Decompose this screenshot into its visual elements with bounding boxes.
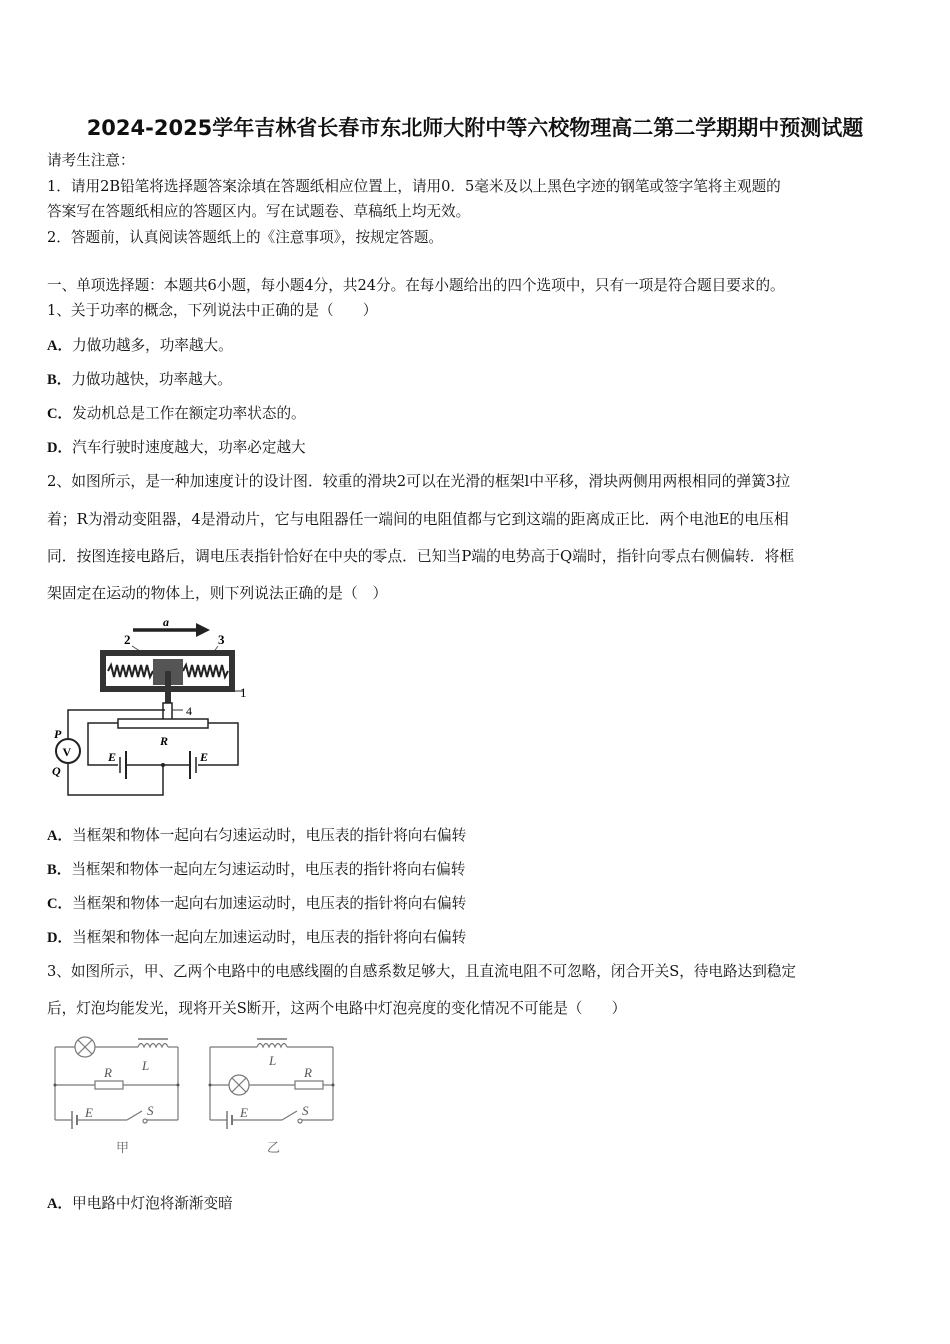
- inductor-circuit-jia-figure: [50, 1035, 190, 1160]
- option-letter: B．: [47, 372, 72, 388]
- option-text: 当框架和物体一起向右匀速运动时，电压表的指针将向右偏转: [72, 827, 467, 844]
- question-2-stem-line-1: 2、如图所示，是一种加速度计的设计图．较重的滑块2可以在光滑的框架l中平移，滑块两侧用两根相同的弹簧3拉: [47, 473, 791, 490]
- option-text: 力做功越多，功率越大。: [72, 337, 233, 354]
- option-letter: D．: [47, 930, 73, 946]
- switch-label: S: [302, 1103, 309, 1118]
- option-letter: A．: [47, 338, 73, 354]
- question-1-stem: 1、关于功率的概念，下列说法中正确的是（ ）: [47, 302, 378, 319]
- inductor-circuit-yi-figure: [205, 1035, 345, 1160]
- switch-label: S: [147, 1103, 154, 1118]
- inductor: [138, 1044, 168, 1048]
- question-2-stem-line-4: 架固定在运动的物体上，则下列说法正确的是（ ）: [47, 585, 388, 602]
- question-1-option-c[interactable]: [47, 404, 306, 424]
- option-letter: A．: [47, 828, 73, 844]
- question-3-stem-line-2: 后，灯泡均能发光，现将开关S断开，这两个电路中灯泡亮度的变化情况不可能是（ ）: [47, 1000, 627, 1017]
- resistor-label: R: [160, 734, 169, 748]
- question-1-option-a[interactable]: [47, 336, 233, 356]
- option-letter: D．: [47, 440, 73, 456]
- question-2-option-c[interactable]: [47, 894, 466, 914]
- option-letter: A．: [47, 1196, 73, 1212]
- option-text: 当框架和物体一起向左加速运动时，电压表的指针将向右偏转: [72, 929, 467, 946]
- q-terminal-label: Q: [52, 764, 61, 778]
- option-text: 当框架和物体一起向左匀速运动时，电压表的指针将向右偏转: [71, 861, 466, 878]
- resistor: [295, 1081, 323, 1089]
- option-text: 力做功越快，功率越大。: [71, 371, 232, 388]
- battery-right-label: E: [200, 750, 209, 764]
- option-letter: C．: [47, 896, 73, 912]
- notice-item-2: 2．答题前，认真阅读答题纸上的《注意事项》，按规定答题。: [47, 229, 444, 246]
- inductor-label: L: [142, 1058, 150, 1073]
- page-title: 2024-2025学年吉林省长春市东北师大附中等六校物理高二第二学期期中预测试题: [86, 116, 864, 140]
- accelerometer-circuit-figure: [48, 615, 248, 805]
- notice-item-1-cont: 答案写在答题纸相应的答题区内。写在试题卷、草稿纸上均无效。: [47, 203, 471, 220]
- question-2-stem-line-2: 着；R为滑动变阻器，4是滑动片，它与电阻器任一端间的电阻值都与它到这端的距离成正比．两个电池E的电压相: [47, 511, 789, 528]
- inductor: [257, 1044, 287, 1048]
- battery-label: E: [240, 1105, 248, 1120]
- figure-caption: 乙: [267, 1140, 281, 1155]
- notice-heading: 请考生注意：: [47, 152, 135, 169]
- voltmeter-label: V: [62, 745, 72, 759]
- option-letter: B．: [47, 862, 72, 878]
- question-2-stem-line-3: 同．按图连接电路后，调电压表指针恰好在中央的零点．已知当P端的电势高于Q端时，指针向零点右侧偏转．将框: [47, 548, 795, 565]
- p-terminal-label: P: [54, 727, 62, 741]
- notice-item-1: 1．请用2B铅笔将选择题答案涂填在答题纸相应位置上，请用0．5毫米及以上黑色字迹的钢笔或签字笔将主观题的: [47, 178, 781, 195]
- resistor-label: R: [104, 1065, 112, 1080]
- option-text: 发动机总是工作在额定功率状态的。: [72, 405, 306, 422]
- switch: [127, 1111, 142, 1120]
- slider-label: 2: [124, 632, 131, 647]
- question-1-option-d[interactable]: [47, 438, 306, 458]
- accel-label: a: [163, 615, 169, 629]
- spring-label: 3: [218, 632, 225, 647]
- inductor-label: L: [269, 1053, 277, 1068]
- battery-left-label: E: [108, 750, 117, 764]
- frame-label: 1: [240, 685, 247, 700]
- question-2-option-b[interactable]: [47, 860, 465, 880]
- question-3-stem-line-1: 3、如图所示，甲、乙两个电路中的电感线圈的自感系数足够大，且直流电阻不可忽略，闭合开关S，待电路达到稳定: [47, 963, 796, 980]
- option-text: 甲电路中灯泡将渐渐变暗: [72, 1195, 233, 1212]
- question-2-option-d[interactable]: [47, 928, 466, 948]
- question-3-option-a[interactable]: [47, 1194, 233, 1214]
- option-text: 汽车行驶时速度越大，功率必定越大: [72, 439, 306, 456]
- figure-caption: 甲: [116, 1140, 130, 1155]
- question-2-option-a[interactable]: [47, 826, 466, 846]
- question-1-option-b[interactable]: [47, 370, 232, 390]
- option-text: 当框架和物体一起向右加速运动时，电压表的指针将向右偏转: [72, 895, 467, 912]
- resistor-label: R: [304, 1065, 312, 1080]
- contact-label: 4: [186, 704, 192, 718]
- resistor: [95, 1081, 123, 1089]
- option-letter: C．: [47, 406, 73, 422]
- section-heading: 一、单项选择题：本题共6小题，每小题4分，共24分。在每小题给出的四个选项中，只有一项是符合题目要求的。: [47, 277, 785, 294]
- switch: [282, 1111, 297, 1120]
- rheostat: [118, 719, 208, 728]
- battery-label: E: [85, 1105, 93, 1120]
